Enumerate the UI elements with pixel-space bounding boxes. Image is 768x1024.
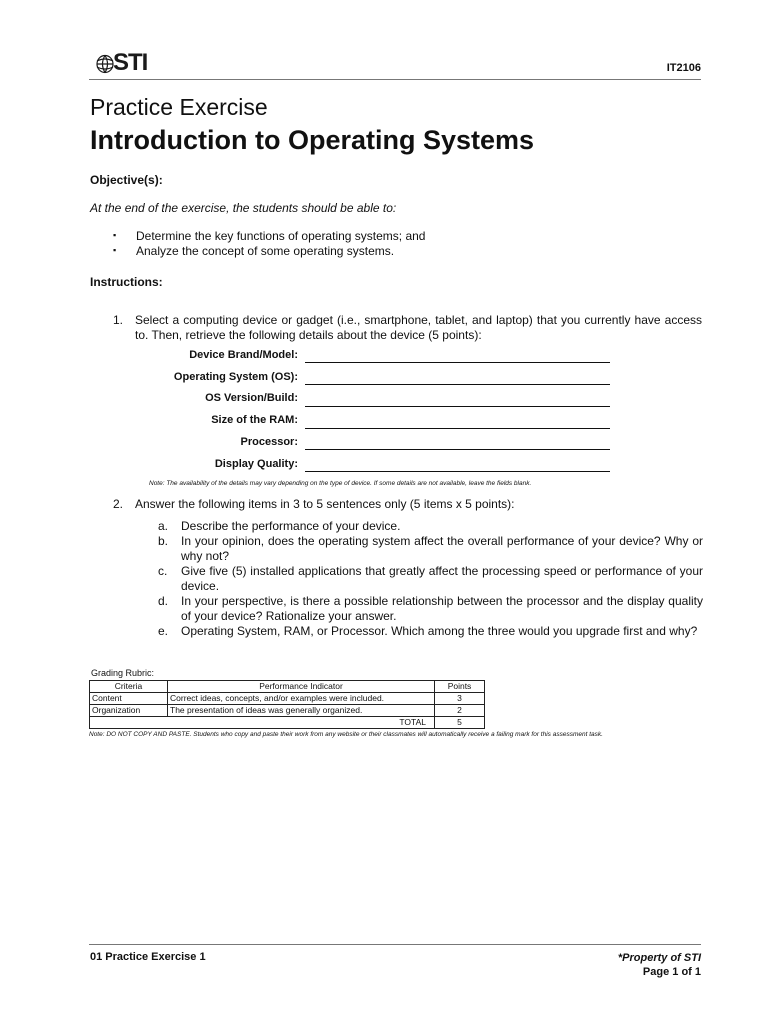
footer-property: *Property of STI bbox=[617, 952, 701, 964]
footer-divider bbox=[89, 944, 701, 945]
display-blank[interactable] bbox=[305, 471, 610, 472]
os-blank[interactable] bbox=[305, 384, 610, 385]
question-item: a. Describe the performance of your device. bbox=[158, 519, 401, 533]
os-version-blank[interactable] bbox=[305, 406, 610, 407]
bullet-icon: ▪ bbox=[113, 245, 117, 255]
cell-criteria: Organization bbox=[90, 705, 168, 717]
cell-indicator: The presentation of ideas was generally organized. bbox=[168, 705, 435, 717]
logo-text: STI bbox=[113, 49, 148, 76]
objective-text: Determine the key functions of operating systems; and bbox=[136, 229, 426, 243]
ram-blank[interactable] bbox=[305, 428, 610, 429]
bullet-icon: ▪ bbox=[113, 230, 117, 240]
cell-points: 2 bbox=[435, 705, 485, 717]
objectives-heading: Objective(s): bbox=[90, 173, 163, 187]
page-subtitle: Practice Exercise bbox=[90, 94, 268, 120]
course-code: IT2106 bbox=[666, 62, 701, 74]
instructions-heading: Instructions: bbox=[90, 275, 163, 289]
step-number: 2. bbox=[113, 497, 124, 511]
copy-paste-note: Note: DO NOT COPY AND PASTE. Students who copy and paste their work from any website or their classmates will automatically receive a failing mark for this assessment task. bbox=[89, 731, 603, 738]
cell-criteria: Content bbox=[90, 693, 168, 705]
header-criteria: Criteria bbox=[90, 681, 168, 693]
question-item: b. In your opinion, does the operating system affect the overall performance of your device? Why or why not? bbox=[158, 534, 703, 563]
total-points: 5 bbox=[435, 717, 485, 729]
field-label-display: Display Quality: bbox=[214, 458, 298, 470]
question-item: c. Give five (5) installed applications that greatly affect the processing speed or performance of your device. bbox=[158, 564, 703, 593]
header-indicator: Performance Indicator bbox=[168, 681, 435, 693]
table-header-row bbox=[90, 681, 485, 693]
fields-note: Note: The availability of the details may vary depending on the type of device. If some details are not available, leave the fields blank. bbox=[149, 480, 532, 487]
globe-icon bbox=[96, 53, 114, 75]
page-title: Introduction to Operating Systems bbox=[90, 125, 535, 155]
cell-points: 3 bbox=[435, 693, 485, 705]
header-points: Points bbox=[435, 681, 485, 693]
question-item: e. Operating System, RAM, or Processor. Which among the three would you upgrade first and why? bbox=[158, 624, 698, 638]
field-label-os-version: OS Version/Build: bbox=[205, 392, 298, 404]
objective-text: Analyze the concept of some operating systems. bbox=[136, 244, 395, 258]
field-label-processor: Processor: bbox=[240, 436, 298, 448]
rubric-label: Grading Rubric: bbox=[91, 668, 155, 678]
field-label-device-model: Device Brand/Model: bbox=[189, 349, 298, 361]
step-text: Select a computing device or gadget (i.e., smartphone, tablet, and laptop) that you currently have access to. Then, retrieve the following details about the device (5 points): bbox=[135, 313, 702, 342]
sti-logo bbox=[96, 48, 156, 78]
footer-page-number: Page 1 of 1 bbox=[642, 966, 701, 978]
footer-right bbox=[618, 951, 701, 979]
question-item: d. In your perspective, is there a possible relationship between the processor and the display quality of your device? Rationalize your answer. bbox=[158, 594, 703, 623]
cell-indicator: Correct ideas, concepts, and/or examples were included. bbox=[168, 693, 435, 705]
table-row bbox=[90, 705, 485, 717]
total-label: TOTAL bbox=[90, 717, 435, 729]
table-total-row bbox=[90, 717, 485, 729]
device-model-blank[interactable] bbox=[305, 362, 610, 363]
processor-blank[interactable] bbox=[305, 449, 610, 450]
footer-doc-name: 01 Practice Exercise 1 bbox=[90, 951, 206, 963]
table-row bbox=[90, 693, 485, 705]
field-label-ram: Size of the RAM: bbox=[211, 414, 298, 426]
objectives-intro: At the end of the exercise, the students should be able to: bbox=[90, 201, 397, 215]
header-divider bbox=[89, 79, 701, 80]
step-text: Answer the following items in 3 to 5 sentences only (5 items x 5 points): bbox=[135, 497, 515, 511]
field-label-os: Operating System (OS): bbox=[173, 371, 298, 383]
step-number: 1. bbox=[113, 313, 124, 327]
rubric-table bbox=[89, 680, 485, 729]
